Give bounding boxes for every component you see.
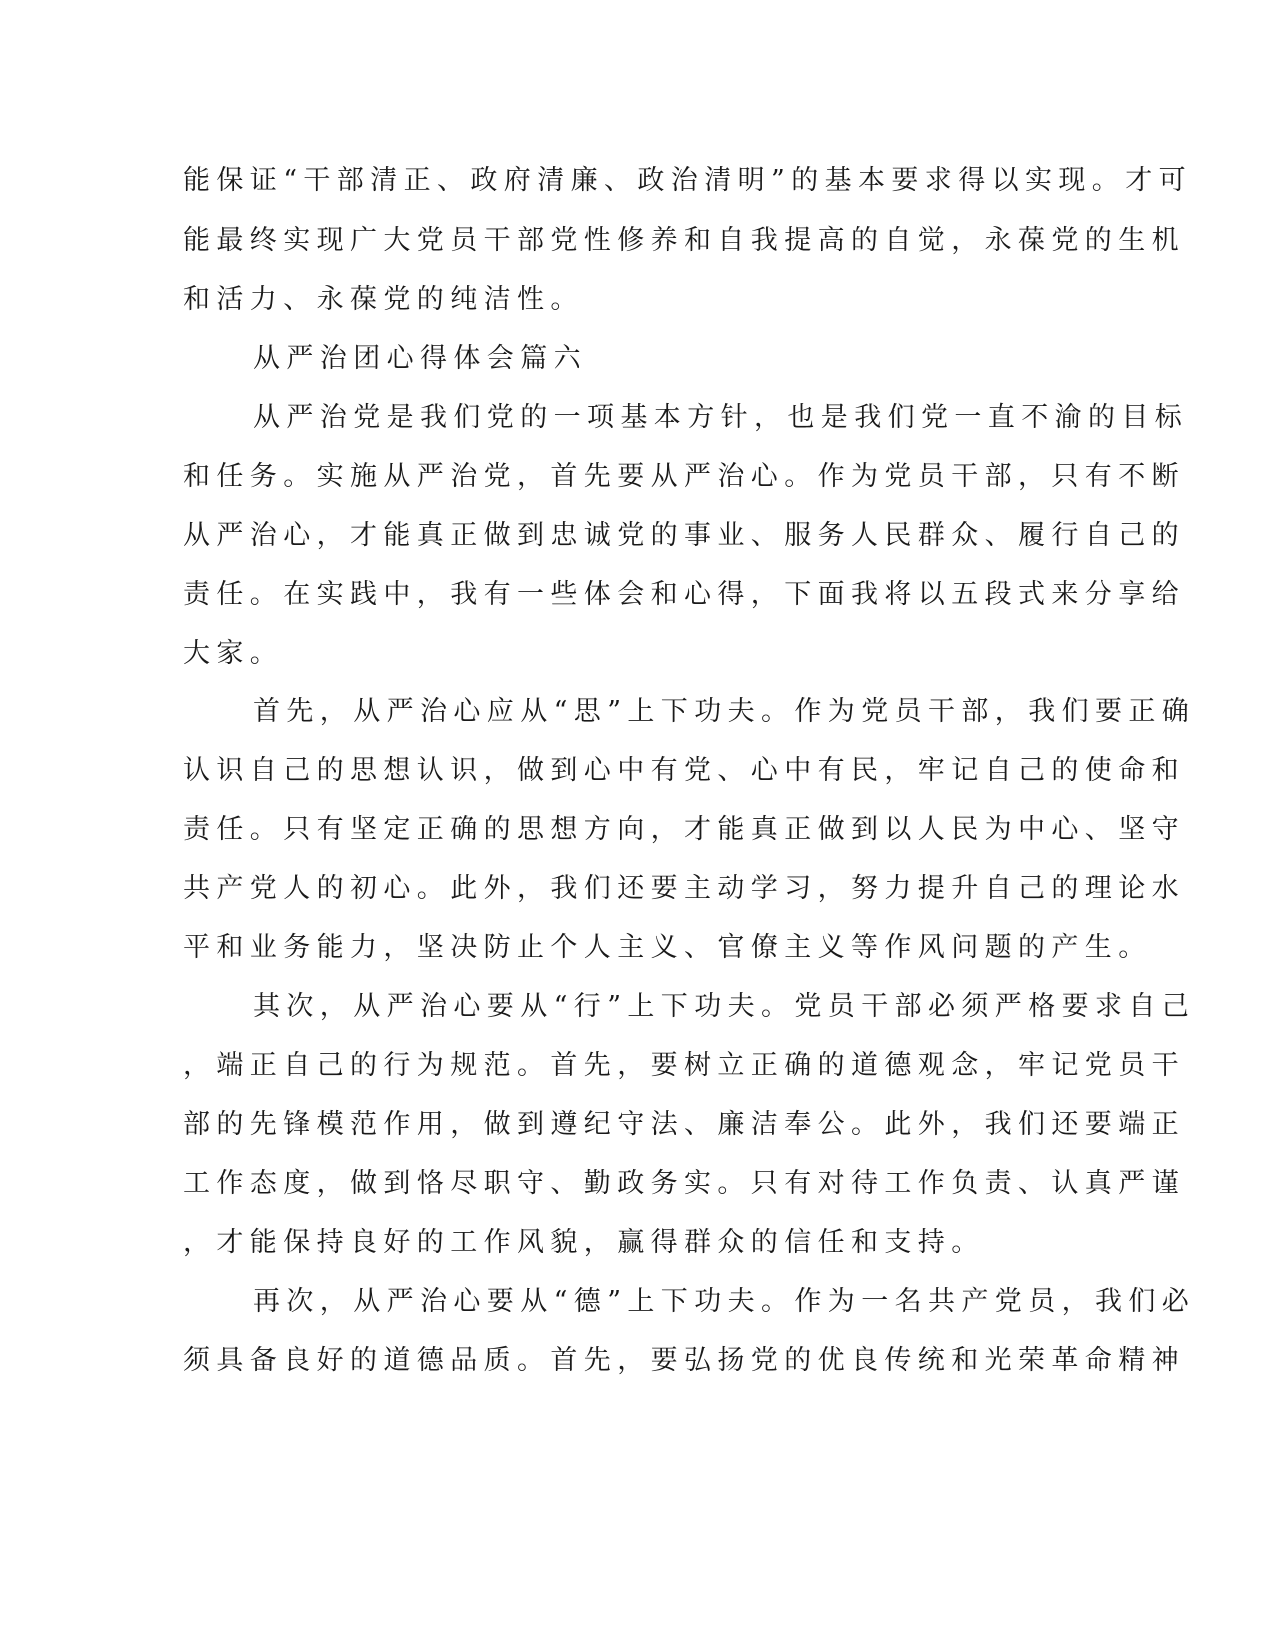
text-line: 和活力、永葆党的纯洁性。 [183, 284, 584, 315]
text-line: 再次，从严治心要从“德”上下功夫。作为一名共产党员，我们必 [253, 1286, 1196, 1317]
text-line: 平和业务能力，坚决防止个人主义、官僚主义等作风问题的产生。 [183, 932, 1152, 963]
text-line: 首先，从严治心应从“思”上下功夫。作为党员干部，我们要正确 [253, 696, 1196, 727]
text-line: 其次，从严治心要从“行”上下功夫。党员干部必须严格要求自己 [253, 991, 1196, 1022]
text-line: ，才能保持良好的工作风貌，赢得群众的信任和支持。 [183, 1227, 985, 1258]
text-line: 从严治心，才能真正做到忠诚党的事业、服务人民群众、履行自己的 [183, 520, 1185, 551]
text-line: 须具备良好的道德品质。首先，要弘扬党的优良传统和光荣革命精神 [183, 1345, 1185, 1376]
text-line: ，端正自己的行为规范。首先，要树立正确的道德观念，牢记党员干 [183, 1050, 1185, 1081]
text-line: 共产党人的初心。此外，我们还要主动学习，努力提升自己的理论水 [183, 873, 1185, 904]
text-line: 能最终实现广大党员干部党性修养和自我提高的自觉，永葆党的生机 [183, 225, 1185, 256]
text-line: 从严治党是我们党的一项基本方针，也是我们党一直不渝的目标 [253, 402, 1189, 433]
section-heading: 从严治团心得体会篇六 [253, 343, 587, 374]
text-line: 责任。在实践中，我有一些体会和心得，下面我将以五段式来分享给 [183, 579, 1185, 610]
text-line: 和任务。实施从严治党，首先要从严治心。作为党员干部，只有不断 [183, 461, 1185, 492]
text-line: 责任。只有坚定正确的思想方向，才能真正做到以人民为中心、坚守 [183, 814, 1185, 845]
text-line: 认识自己的思想认识，做到心中有党、心中有民，牢记自己的使命和 [183, 755, 1185, 786]
text-line: 能保证“干部清正、政府清廉、政治清明”的基本要求得以实现。才可 [183, 165, 1193, 196]
text-line: 部的先锋模范作用，做到遵纪守法、廉洁奉公。此外，我们还要端正 [183, 1109, 1185, 1140]
text-line: 工作态度，做到恪尽职守、勤政务实。只有对待工作负责、认真严谨 [183, 1168, 1185, 1199]
text-line: 大家。 [183, 638, 284, 669]
